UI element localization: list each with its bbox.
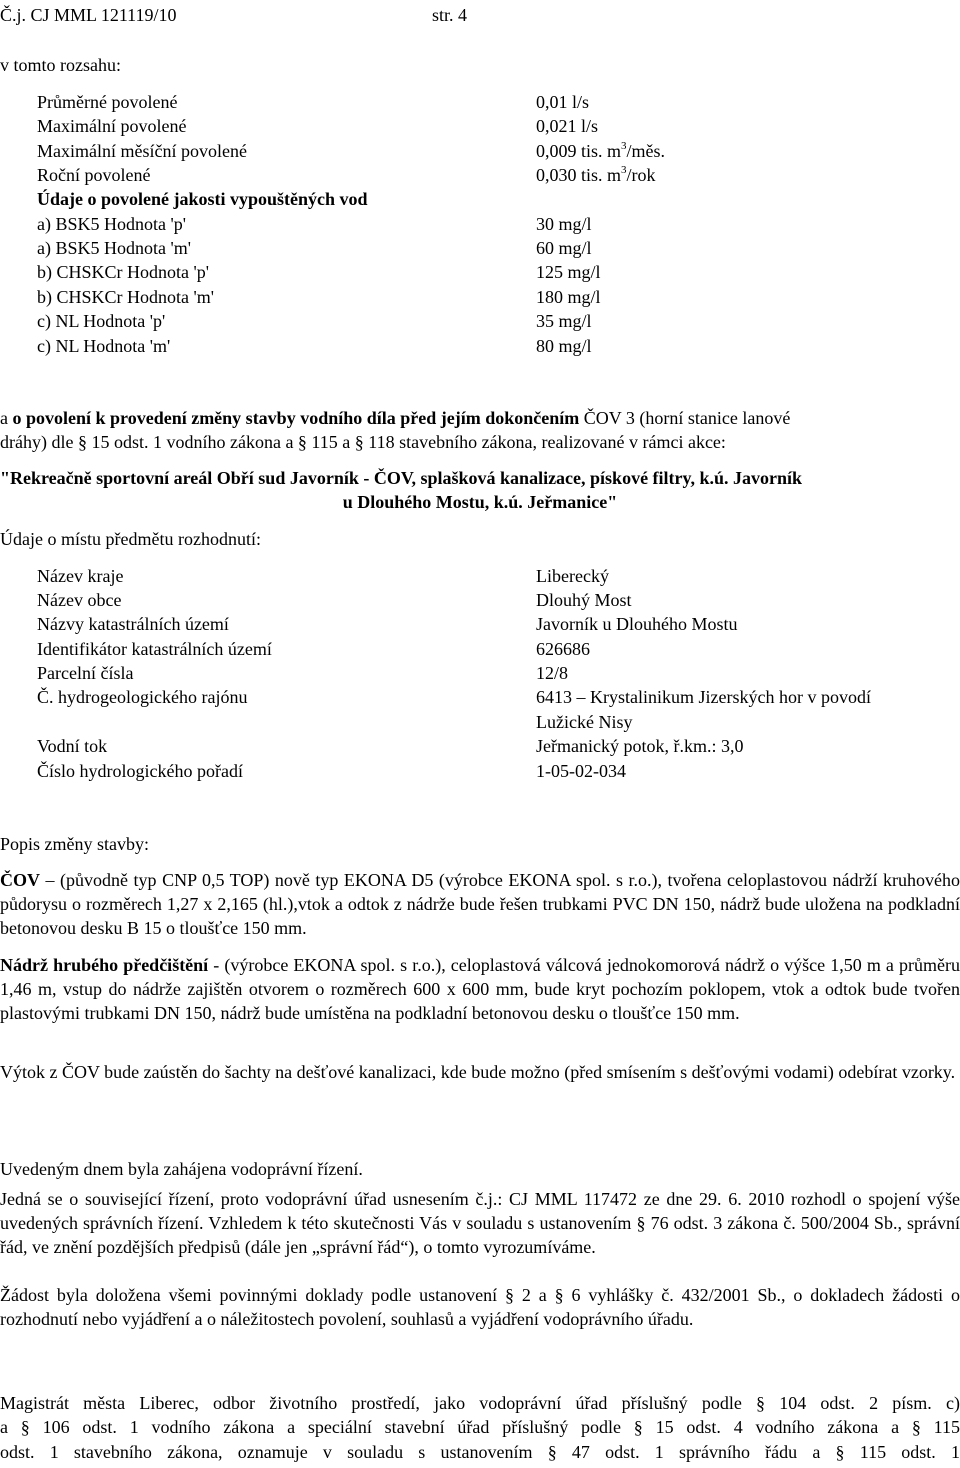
related-proceedings: Jedná se o související řízení, proto vodoprávní úřad usnesením č.j.: CJ MML 117472 ze dne 29. 6. 2010 rozhodl o spojení výše uvedených správních řízení. Vzhledem k této skutečnosti Vás v souladu s ustanovením § 76 odst. 3 zákona č. 500/2004 Sb., správní řád, ve znění pozdějších předpisů (dále jen „správní řád“), o tomto vyrozumíváme.: [0, 1189, 960, 1257]
quality-value: 80 mg/l: [536, 336, 592, 356]
quality-label: c) NL Hodnota 'm': [37, 336, 171, 356]
cov-description: ČOV – (původně typ CNP 0,5 TOP) nově typ EKONA D5 (výrobce EKONA spol. s r.o.), tvořena celoplastovou nádrží kruhového půdorysu o rozměrech 1,27 x 2,165 (hl.),vtok a odtok z nádrže bude řešen trubkami PVC DN 150, nádrž bude uložena na podkladní betonovou desku B 15 o tloušťce 150 mm.: [0, 870, 960, 938]
quality-value: 35 mg/l: [536, 311, 592, 331]
place-value: Liberecký: [536, 566, 609, 586]
quality-value: 30 mg/l: [536, 214, 592, 234]
quality-value: 60 mg/l: [536, 238, 592, 258]
place-value: 6413 – Krystalinikum Jizerských hor v povodí: [536, 687, 871, 707]
place-value: 1-05-02-034: [536, 761, 626, 781]
place-value: Jeřmanický potok, ř.km.: 3,0: [536, 736, 744, 756]
place-label: Číslo hydrologického pořadí: [37, 761, 243, 781]
quality-value: 125 mg/l: [536, 262, 601, 282]
place-value: 12/8: [536, 663, 569, 683]
quality-label: c) NL Hodnota 'p': [37, 311, 166, 331]
place-value: Dlouhý Most: [536, 590, 632, 610]
permit-line-2: dráhy) dle § 15 odst. 1 vodního zákona a § 115 a § 118 stavebního zákona, realizované v rámci akce:: [0, 432, 726, 452]
place-label: Identifikátor katastrálních území: [37, 639, 272, 659]
limit-label: Maximální povolené: [37, 116, 187, 136]
quality-label: b) CHSKCr Hodnota 'p': [37, 262, 209, 282]
quality-label: a) BSK5 Hodnota 'm': [37, 238, 191, 258]
outlet-description: Výtok z ČOV bude zaústěn do šachty na dešťové kanalizaci, kde bude možno (před smísením s dešťovými vodami) odebírat vzorky.: [0, 1062, 956, 1082]
limit-value: 0,009 tis. $m^3$/měs.: [536, 140, 666, 161]
place-value: Javorník u Dlouhého Mostu: [536, 614, 738, 634]
scope-intro: v tomto rozsahu:: [0, 55, 121, 75]
place-label: Parcelní čísla: [37, 663, 134, 683]
limit-value: 0,021 l/s: [536, 116, 599, 136]
place-label: Vodní tok: [37, 736, 108, 756]
quality-label: b) CHSKCr Hodnota 'm': [37, 287, 214, 307]
limit-label: Průměrné povolené: [37, 92, 178, 112]
magistrat-line: Magistrát města Liberec, odbor životního prostředí, jako vodoprávní úřad příslušný podle § 104 odst. 2 písm. c): [0, 1393, 960, 1413]
magistrat-line: odst. 1 stavebního zákona, oznamuje v souladu s ustanovením § 47 odst. 1 správního řádu a § 115 odst. 1: [0, 1442, 960, 1462]
place-label: Název kraje: [37, 566, 124, 586]
limit-label: Maximální měsíční povolené: [37, 141, 247, 161]
tank-description: Nádrž hrubého předčištění - (výrobce EKONA spol. s r.o.), celoplastová válcová jednokomorová nádrž o výšce 1,50 m a průměru 1,46 m, vstup do nádrže zajištěn otvorem o rozměrech 600 x 600 mm, bude kryt pochozím poklopem, vtok a odtok bude tvořen plastovými trubkami DN 150, nádrž bude umístěna na podkladní betonovou desku o tloušťce 150 mm.: [0, 955, 960, 1023]
proceedings-started: Uvedeným dnem byla zahájena vodoprávní řízení.: [0, 1159, 363, 1179]
magistrat-line: a § 106 odst. 1 vodního zákona a speciální stavební úřad příslušný podle § 15 odst. 4 vodního zákona a § 115: [0, 1417, 960, 1437]
document-reference: Č.j. CJ MML 121119/10: [0, 5, 177, 25]
place-label: Č. hydrogeologického rajónu: [37, 687, 248, 707]
place-value: 626686: [536, 639, 590, 659]
action-title-line-2: u Dlouhého Mostu, k.ú. Jeřmanice": [342, 492, 618, 512]
change-heading: Popis změny stavby:: [0, 834, 149, 854]
page-number: str. 4: [432, 5, 468, 25]
quality-heading: Údaje o povolené jakosti vypouštěných vod: [37, 189, 368, 209]
place-label: Název obce: [37, 590, 122, 610]
limit-value: 0,030 tis. $m^3$/rok: [536, 164, 656, 185]
quality-value: 180 mg/l: [536, 287, 601, 307]
quality-label: a) BSK5 Hodnota 'p': [37, 214, 186, 234]
place-heading: Údaje o místu předmětu rozhodnutí:: [0, 529, 261, 549]
limit-label: Roční povolené: [37, 165, 151, 185]
permit-line-1: a o povolení k provedení změny stavby vodního díla před jejím dokončením ČOV 3 (horní stanice lanové: [0, 408, 791, 428]
limit-value: 0,01 l/s: [536, 92, 590, 112]
documents-paragraph: Žádost byla doložena všemi povinnými doklady podle ustanovení § 2 a § 6 vyhlášky č. 432/2001 Sb., o dokladech žádosti o rozhodnutí nebo vyjádření a o náležitostech povolení, souhlasů a vyjádření vodoprávního úřadu.: [0, 1285, 960, 1329]
action-title-line-1: "Rekreačně sportovní areál Obří sud Javorník - ČOV, splašková kanalizace, pískové filtry, k.ú. Javorník: [0, 468, 803, 488]
place-label: Názvy katastrálních území: [37, 614, 229, 634]
place-value-continuation: Lužické Nisy: [536, 712, 633, 732]
